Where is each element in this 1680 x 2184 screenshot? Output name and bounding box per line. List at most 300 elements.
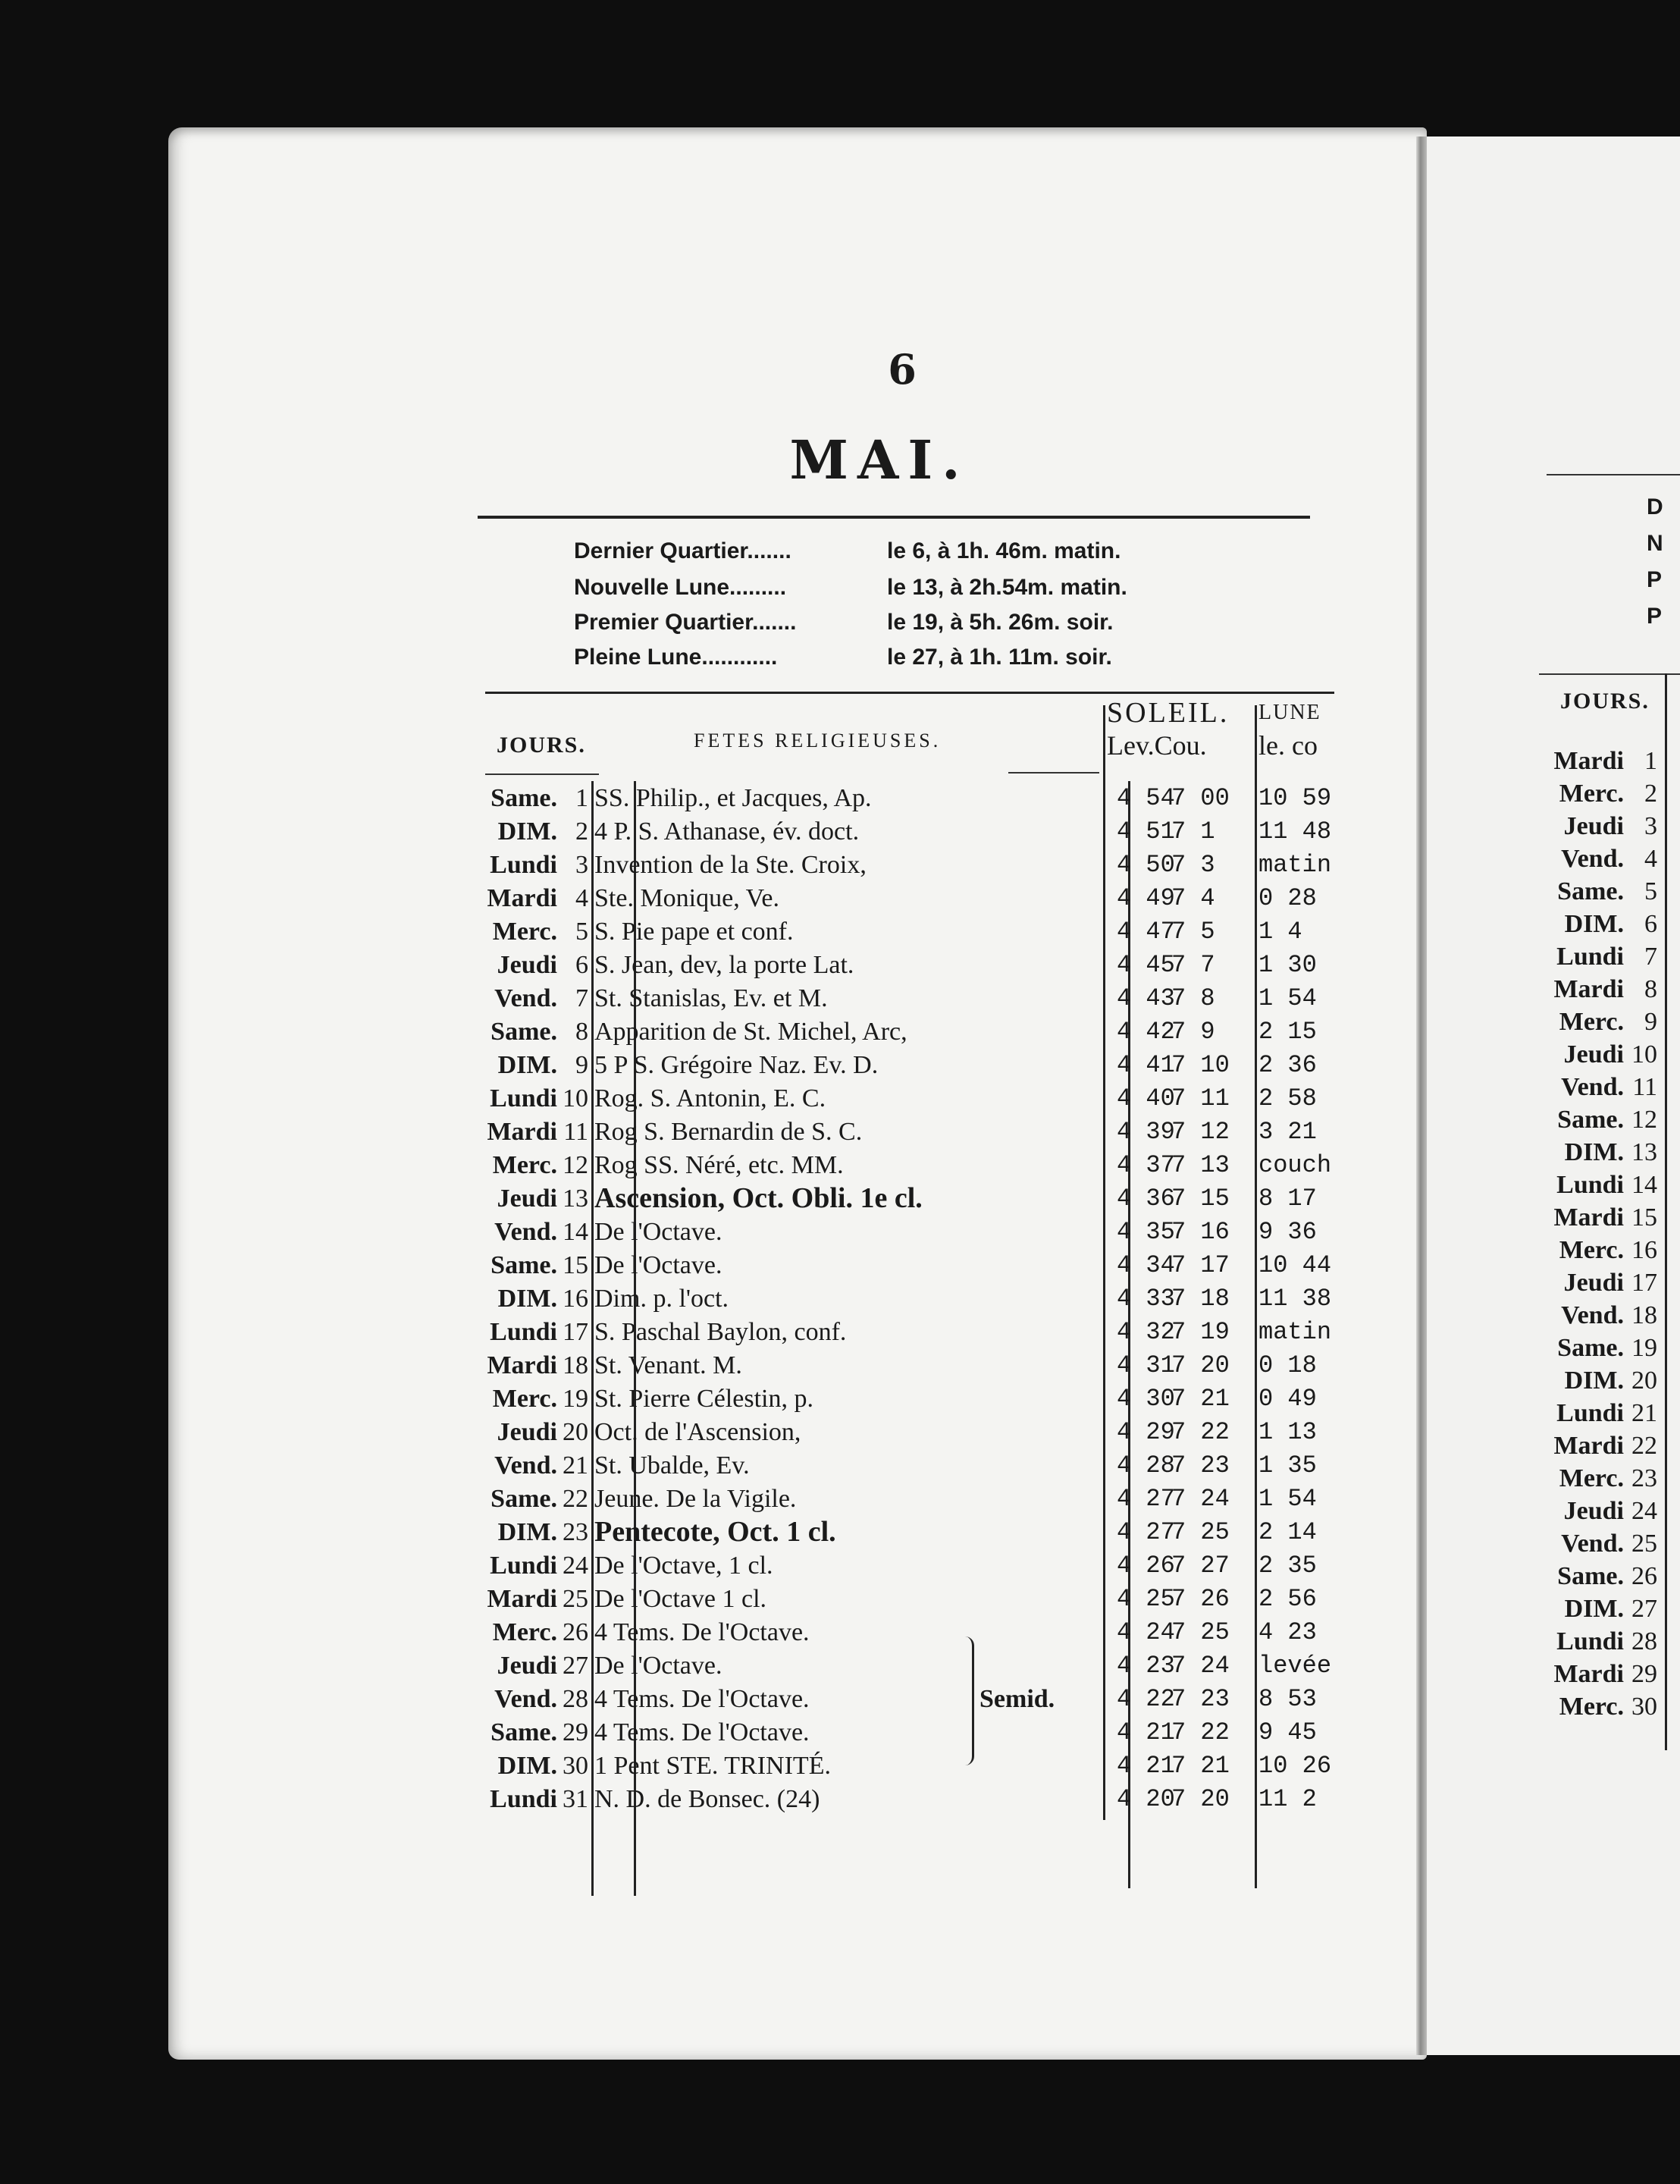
moon-time: 1 35 — [1258, 1451, 1317, 1480]
day-number: 23 — [563, 1518, 588, 1546]
facing-phase-initial: N — [1647, 531, 1663, 556]
feast: S. Pie pape et conf. — [594, 918, 794, 946]
facing-title-rule — [1547, 474, 1680, 475]
header-fetes: FETES RELIGIEUSES. — [694, 730, 942, 752]
feast: Apparition de St. Michel, Arc, — [594, 1018, 907, 1046]
sunrise: 4 54 — [1117, 784, 1175, 812]
day-number: 28 — [1631, 1627, 1657, 1655]
feast: Invention de la Ste. Croix, — [594, 851, 867, 879]
facing-row — [1427, 745, 1680, 777]
day-number: 27 — [1631, 1595, 1657, 1623]
feast: 4 P. S. Athanase, év. doct. — [594, 817, 860, 846]
table-top-rule — [485, 692, 1334, 694]
feast: St. Venant. M. — [594, 1351, 742, 1379]
facing-row — [1427, 1364, 1680, 1397]
day-name: Same. — [491, 1251, 557, 1279]
feast: Ste. Monique, Ve. — [594, 884, 779, 912]
moon-time: 9 36 — [1258, 1218, 1317, 1246]
day-name: Merc. — [1559, 1008, 1624, 1036]
feast: De l'Octave 1 cl. — [594, 1585, 767, 1613]
day-name: Lundi — [1556, 1399, 1624, 1427]
day-name: Lundi — [1556, 1627, 1624, 1655]
day-number: 8 — [1644, 975, 1657, 1003]
day-name: DIM. — [497, 817, 557, 846]
moon-time: 4 23 — [1258, 1618, 1317, 1646]
day-number: 2 — [575, 817, 588, 846]
moon-time: 1 13 — [1258, 1418, 1317, 1446]
day-name: DIM. — [497, 1285, 557, 1313]
table-row — [470, 1782, 1380, 1816]
facing-row — [1427, 875, 1680, 908]
day-name: Vend. — [494, 1451, 557, 1480]
day-name: Jeudi — [1563, 812, 1624, 840]
day-name: DIM. — [497, 1752, 557, 1780]
book-gutter — [1416, 136, 1427, 2055]
table-row — [470, 1549, 1380, 1583]
day-name: Merc. — [492, 918, 557, 946]
day-number: 20 — [563, 1418, 588, 1446]
moon-time: matin — [1258, 1318, 1332, 1346]
day-number: 27 — [563, 1652, 588, 1680]
facing-row — [1427, 1592, 1680, 1625]
day-number: 10 — [563, 1084, 588, 1112]
day-name: Merc. — [492, 1151, 557, 1179]
facing-row — [1427, 940, 1680, 973]
day-number: 13 — [1631, 1138, 1657, 1166]
day-name: Vend. — [1561, 1530, 1624, 1558]
sunset: 7 23 — [1171, 1451, 1230, 1480]
sunset: 7 9 — [1171, 1018, 1215, 1046]
day-name: Jeudi — [1563, 1497, 1624, 1525]
day-name: Lundi — [490, 1552, 557, 1580]
moon-time: 2 36 — [1258, 1051, 1317, 1079]
feast: S. Jean, dev, la porte Lat. — [594, 951, 854, 979]
table-row — [470, 981, 1380, 1015]
facing-row — [1427, 973, 1680, 1006]
sunrise: 4 42 — [1117, 1018, 1175, 1046]
month-title: MAI. — [789, 428, 970, 491]
moon-time: 2 58 — [1258, 1084, 1317, 1112]
table-row — [470, 1181, 1380, 1216]
table-row — [470, 1415, 1380, 1449]
day-number: 22 — [1631, 1432, 1657, 1460]
moon-time: couch — [1258, 1151, 1332, 1179]
day-number: 26 — [1631, 1562, 1657, 1590]
sunset: 7 13 — [1171, 1151, 1230, 1179]
day-name: DIM. — [497, 1518, 557, 1546]
sunrise: 4 28 — [1117, 1451, 1175, 1480]
header-le-co: le. co — [1258, 730, 1318, 761]
header-lune: LUNE — [1258, 701, 1321, 724]
moon-time: levée — [1258, 1652, 1332, 1680]
day-name: Merc. — [1559, 780, 1624, 808]
sunrise: 4 29 — [1117, 1418, 1175, 1446]
table-row — [470, 1115, 1380, 1149]
day-name: Same. — [1557, 1106, 1624, 1134]
facing-row — [1427, 1299, 1680, 1332]
sunset: 7 8 — [1171, 984, 1215, 1012]
feast: 4 Tems. De l'Octave. — [594, 1718, 810, 1746]
day-number: 24 — [563, 1552, 588, 1580]
sunrise: 4 51 — [1117, 817, 1175, 846]
day-name: Mardi — [1553, 975, 1624, 1003]
day-number: 10 — [1631, 1040, 1657, 1068]
day-name: Mardi — [1553, 1432, 1624, 1460]
sunrise: 4 32 — [1117, 1318, 1175, 1346]
moon-time: 10 44 — [1258, 1251, 1332, 1279]
day-number: 25 — [1631, 1530, 1657, 1558]
day-number: 14 — [563, 1218, 588, 1246]
table-row — [470, 948, 1380, 982]
facing-header-jours: JOURS. — [1560, 689, 1650, 714]
day-name: Same. — [491, 1718, 557, 1746]
day-number: 11 — [563, 1118, 588, 1146]
sunset: 7 10 — [1171, 1051, 1230, 1079]
table-row — [470, 814, 1380, 849]
sunset: 7 11 — [1171, 1084, 1230, 1112]
facing-row — [1427, 1136, 1680, 1169]
day-number: 4 — [575, 884, 588, 912]
table-row — [470, 1715, 1380, 1749]
sunrise: 4 21 — [1117, 1752, 1175, 1780]
day-number: 25 — [563, 1585, 588, 1613]
day-name: Lundi — [490, 1084, 557, 1112]
day-number: 28 — [563, 1685, 588, 1713]
sunset: 7 22 — [1171, 1718, 1230, 1746]
sunrise: 4 47 — [1117, 918, 1175, 946]
moon-time: 8 53 — [1258, 1685, 1317, 1713]
moon-time: 2 15 — [1258, 1018, 1317, 1046]
facing-row — [1427, 1038, 1680, 1071]
day-number: 18 — [1631, 1301, 1657, 1329]
facing-row — [1427, 1495, 1680, 1527]
sunset: 7 22 — [1171, 1418, 1230, 1446]
day-name: Vend. — [1561, 1073, 1624, 1101]
day-name: Lundi — [1556, 943, 1624, 971]
semid-brace — [961, 1636, 974, 1765]
sunset: 7 21 — [1171, 1752, 1230, 1780]
moon-time: 2 35 — [1258, 1552, 1317, 1580]
moon-time: 1 30 — [1258, 951, 1317, 979]
day-number: 9 — [1644, 1008, 1657, 1036]
sunset: 7 16 — [1171, 1218, 1230, 1246]
phase-info: le 6, à 1h. 46m. matin. — [887, 538, 1121, 563]
feast: De l'Octave. — [594, 1652, 722, 1680]
day-number: 23 — [1631, 1464, 1657, 1492]
moon-time: 11 38 — [1258, 1285, 1332, 1313]
day-name: Same. — [1557, 877, 1624, 905]
header-lev-cou: Lev.Cou. — [1107, 730, 1207, 761]
feast: Rog SS. Néré, etc. MM. — [594, 1151, 844, 1179]
feast: Jeune. De la Vigile. — [594, 1485, 797, 1513]
phase-info: le 19, à 5h. 26m. soir. — [887, 610, 1114, 635]
sunset: 7 27 — [1171, 1552, 1230, 1580]
day-number: 12 — [1631, 1106, 1657, 1134]
sunrise: 4 35 — [1117, 1218, 1175, 1246]
moon-time: 10 59 — [1258, 784, 1332, 812]
phase-name: Premier Quartier....... — [574, 610, 797, 635]
table-row — [470, 1682, 1380, 1716]
day-name: Same. — [491, 1485, 557, 1513]
day-name: Mardi — [487, 884, 557, 912]
sunrise: 4 21 — [1117, 1718, 1175, 1746]
facing-row — [1427, 1690, 1680, 1723]
feast: Pentecote, Oct. 1 cl. — [594, 1516, 836, 1548]
sunrise: 4 36 — [1117, 1185, 1175, 1213]
sunrise: 4 30 — [1117, 1385, 1175, 1413]
moon-time: 11 2 — [1258, 1785, 1317, 1813]
table-row — [470, 1382, 1380, 1416]
sunset: 7 26 — [1171, 1585, 1230, 1613]
sunrise: 4 41 — [1117, 1051, 1175, 1079]
moon-time: 2 14 — [1258, 1518, 1317, 1546]
sunrise: 4 26 — [1117, 1552, 1175, 1580]
day-name: Jeudi — [497, 1652, 557, 1680]
facing-rows — [1427, 745, 1680, 1776]
table-row — [470, 1315, 1380, 1349]
day-number: 3 — [575, 851, 588, 879]
sunrise: 4 34 — [1117, 1251, 1175, 1279]
sunset: 7 24 — [1171, 1485, 1230, 1513]
moon-time: 0 49 — [1258, 1385, 1317, 1413]
day-name: DIM. — [1564, 1367, 1624, 1395]
table-row — [470, 1015, 1380, 1049]
table-row — [470, 848, 1380, 882]
facing-row — [1427, 1658, 1680, 1690]
phase-nouvelle-lune — [574, 575, 1332, 607]
moon-time: 11 48 — [1258, 817, 1332, 846]
sunset: 7 00 — [1171, 784, 1230, 812]
day-number: 21 — [563, 1451, 588, 1480]
day-name: DIM. — [497, 1051, 557, 1079]
moon-time: 9 45 — [1258, 1718, 1317, 1746]
facing-row — [1427, 810, 1680, 843]
table-row — [470, 1148, 1380, 1182]
feast: St. Stanislas, Ev. et M. — [594, 984, 828, 1012]
header-soleil: SOLEIL. — [1107, 697, 1230, 729]
table-row — [470, 1348, 1380, 1382]
feast: De l'Octave. — [594, 1218, 722, 1246]
phase-pleine-lune — [574, 645, 1332, 676]
header-rule — [1008, 772, 1099, 774]
facing-row — [1427, 1625, 1680, 1658]
day-name: Jeudi — [497, 951, 557, 979]
feast: 4 Tems. De l'Octave. — [594, 1685, 810, 1713]
day-name: Jeudi — [497, 1185, 557, 1213]
phase-info: le 27, à 1h. 11m. soir. — [887, 645, 1112, 670]
sunrise: 4 23 — [1117, 1652, 1175, 1680]
facing-row — [1427, 1006, 1680, 1038]
facing-row — [1427, 1527, 1680, 1560]
day-number: 15 — [1631, 1203, 1657, 1232]
day-name: Mardi — [1553, 747, 1624, 775]
day-number: 26 — [563, 1618, 588, 1646]
facing-row — [1427, 1201, 1680, 1234]
sunrise: 4 45 — [1117, 951, 1175, 979]
day-number: 9 — [575, 1051, 588, 1079]
sunset: 7 18 — [1171, 1285, 1230, 1313]
facing-row — [1427, 843, 1680, 875]
sunrise: 4 37 — [1117, 1151, 1175, 1179]
table-row — [470, 781, 1380, 815]
moon-time: 0 18 — [1258, 1351, 1317, 1379]
facing-phase-initial: P — [1647, 604, 1663, 629]
day-number: 7 — [1644, 943, 1657, 971]
day-number: 14 — [1631, 1171, 1657, 1199]
day-name: Merc. — [492, 1385, 557, 1413]
table-row — [470, 1448, 1380, 1483]
facing-row — [1427, 1397, 1680, 1429]
day-name: DIM. — [1564, 1138, 1624, 1166]
day-number: 5 — [1644, 877, 1657, 905]
sunset: 7 20 — [1171, 1351, 1230, 1379]
sunset: 7 15 — [1171, 1185, 1230, 1213]
day-number: 7 — [575, 984, 588, 1012]
day-number: 2 — [1644, 780, 1657, 808]
day-name: Merc. — [492, 1618, 557, 1646]
sunrise: 4 22 — [1117, 1685, 1175, 1713]
table-row — [470, 1081, 1380, 1116]
header-jours: JOURS. — [497, 733, 586, 758]
day-name: DIM. — [1564, 1595, 1624, 1623]
phase-name: Pleine Lune............ — [574, 645, 778, 670]
day-number: 20 — [1631, 1367, 1657, 1395]
day-number: 24 — [1631, 1497, 1657, 1525]
sunrise: 4 50 — [1117, 851, 1175, 879]
table-row — [470, 915, 1380, 949]
day-name: Lundi — [490, 851, 557, 879]
phase-name: Nouvelle Lune......... — [574, 575, 787, 600]
day-name: Vend. — [494, 1218, 557, 1246]
day-number: 17 — [1631, 1269, 1657, 1297]
day-number: 30 — [1631, 1693, 1657, 1721]
facing-row — [1427, 1332, 1680, 1364]
day-number: 1 — [1644, 747, 1657, 775]
phase-info: le 13, à 2h.54m. matin. — [887, 575, 1127, 600]
sunset: 7 12 — [1171, 1118, 1230, 1146]
day-number: 15 — [563, 1251, 588, 1279]
day-name: Lundi — [490, 1318, 557, 1346]
moon-time: 8 17 — [1258, 1185, 1317, 1213]
feast: Rog S. Bernardin de S. C. — [594, 1118, 863, 1146]
table-row — [470, 1482, 1380, 1516]
moon-time: 3 21 — [1258, 1118, 1317, 1146]
sunset: 7 23 — [1171, 1685, 1230, 1713]
sunrise: 4 39 — [1117, 1118, 1175, 1146]
facing-row — [1427, 777, 1680, 810]
sunset: 7 17 — [1171, 1251, 1230, 1279]
day-number: 12 — [563, 1151, 588, 1179]
facing-row — [1427, 1071, 1680, 1103]
sunset: 7 20 — [1171, 1785, 1230, 1813]
day-name: Mardi — [1553, 1660, 1624, 1688]
facing-phase-initial: P — [1647, 567, 1663, 592]
day-name: Vend. — [494, 1685, 557, 1713]
day-name: Merc. — [1559, 1464, 1624, 1492]
day-number: 16 — [1631, 1236, 1657, 1264]
table-row — [470, 1515, 1380, 1549]
sunrise: 4 33 — [1117, 1285, 1175, 1313]
feast: Rog. S. Antonin, E. C. — [594, 1084, 826, 1112]
day-name: Mardi — [1553, 1203, 1624, 1232]
day-number: 22 — [563, 1485, 588, 1513]
day-number: 3 — [1644, 812, 1657, 840]
sunset: 7 7 — [1171, 951, 1215, 979]
sunrise: 4 25 — [1117, 1585, 1175, 1613]
feast: N. D. de Bonsec. (24) — [594, 1785, 820, 1813]
facing-phase-initial: D — [1647, 494, 1663, 519]
sunset: 7 19 — [1171, 1318, 1230, 1346]
feast: Dim. p. l'oct. — [594, 1285, 729, 1313]
facing-table-rule — [1539, 673, 1680, 675]
moon-time: 0 28 — [1258, 884, 1317, 912]
table-row — [470, 1615, 1380, 1649]
day-name: Lundi — [1556, 1171, 1624, 1199]
day-name: Mardi — [487, 1585, 557, 1613]
day-name: Same. — [1557, 1562, 1624, 1590]
sunrise: 4 31 — [1117, 1351, 1175, 1379]
feast: St. Pierre Célestin, p. — [594, 1385, 813, 1413]
feast: Oct. de l'Ascension, — [594, 1418, 801, 1446]
day-number: 6 — [1644, 910, 1657, 938]
day-number: 21 — [1631, 1399, 1657, 1427]
feast: 1 Pent STE. TRINITÉ. — [594, 1752, 831, 1780]
day-name: Merc. — [1559, 1236, 1624, 1264]
day-name: Vend. — [1561, 845, 1624, 873]
day-number: 29 — [1631, 1660, 1657, 1688]
feast: S. Paschal Baylon, conf. — [594, 1318, 847, 1346]
facing-row — [1427, 1234, 1680, 1266]
day-number: 6 — [575, 951, 588, 979]
facing-row — [1427, 1266, 1680, 1299]
feast: De l'Octave, 1 cl. — [594, 1552, 773, 1580]
sunset: 7 25 — [1171, 1518, 1230, 1546]
moon-time: 1 54 — [1258, 1485, 1317, 1513]
sunset: 7 24 — [1171, 1652, 1230, 1680]
feast: 4 Tems. De l'Octave. — [594, 1618, 810, 1646]
sunset: 7 4 — [1171, 884, 1215, 912]
moon-time: 2 56 — [1258, 1585, 1317, 1613]
moon-time: matin — [1258, 851, 1332, 879]
day-number: 4 — [1644, 845, 1657, 873]
sunset: 7 3 — [1171, 851, 1215, 879]
day-number: 5 — [575, 918, 588, 946]
day-name: Merc. — [1559, 1693, 1624, 1721]
table-row — [470, 1215, 1380, 1249]
day-name: Lundi — [490, 1785, 557, 1813]
facing-row — [1427, 1169, 1680, 1201]
day-number: 1 — [575, 784, 588, 812]
day-name: Jeudi — [1563, 1269, 1624, 1297]
day-number: 13 — [563, 1185, 588, 1213]
facing-row — [1427, 1560, 1680, 1592]
sunrise: 4 43 — [1117, 984, 1175, 1012]
table-row — [470, 1282, 1380, 1316]
sunrise: 4 27 — [1117, 1485, 1175, 1513]
day-number: 17 — [563, 1318, 588, 1346]
phase-dernier-quartier — [574, 538, 1332, 570]
feast: Ascension, Oct. Obli. 1e cl. — [594, 1182, 923, 1214]
day-name: Mardi — [487, 1351, 557, 1379]
day-number: 31 — [563, 1785, 588, 1813]
page-number: 6 — [888, 345, 917, 394]
table-row — [470, 1248, 1380, 1282]
sunset: 7 25 — [1171, 1618, 1230, 1646]
day-number: 11 — [1632, 1073, 1657, 1101]
sunset: 7 1 — [1171, 817, 1215, 846]
facing-row — [1427, 1429, 1680, 1462]
day-name: Same. — [1557, 1334, 1624, 1362]
